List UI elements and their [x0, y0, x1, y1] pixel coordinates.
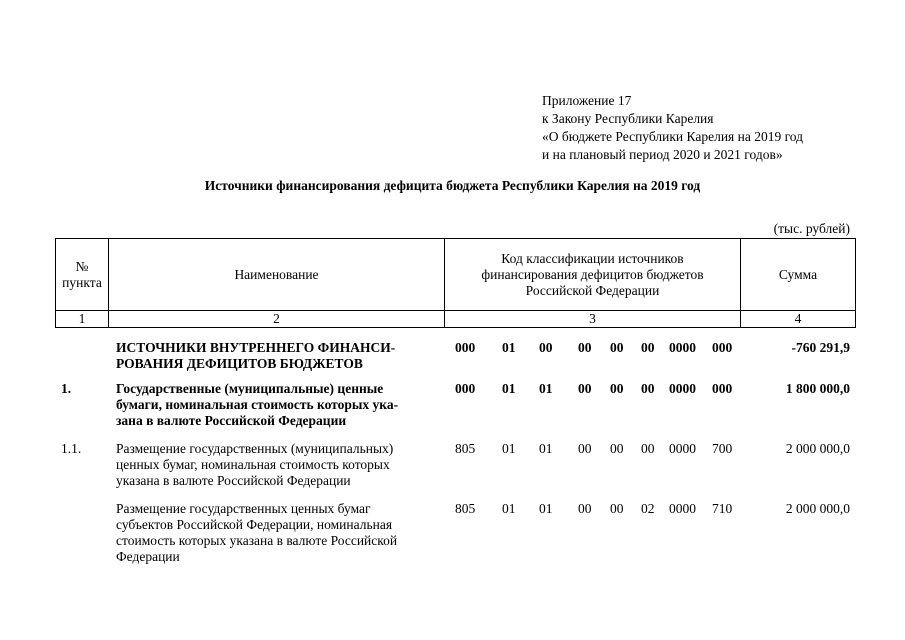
appendix-note — [542, 92, 803, 164]
classification-code: 710 — [712, 501, 733, 516]
classification-code: 00 — [610, 340, 624, 355]
classification-code: 000 — [455, 340, 476, 355]
classification-code: 01 — [502, 340, 516, 355]
header-code: Код классификации источников финансирования дефицитов бюджетов Российской Федерации — [445, 239, 741, 311]
row-sum: 1 800 000,0 — [785, 381, 850, 396]
row-name — [116, 340, 441, 372]
classification-code: 805 — [455, 441, 476, 456]
row-name — [116, 501, 441, 565]
classification-code: 0000 — [669, 340, 696, 355]
units-label: (тыс. рублей) — [773, 221, 850, 236]
column-number: 1 — [56, 311, 109, 328]
classification-code: 00 — [641, 340, 655, 355]
document-title: Источники финансирования дефицита бюджета Республики Карелия на 2019 год — [204, 178, 701, 193]
classification-code: 01 — [502, 381, 516, 396]
row-name-line: Размещение государственных (муниципальных) — [116, 441, 394, 456]
row-name-line: бумаги, номинальная стоимость которых ука- — [116, 397, 399, 412]
row-name-line: зана в валюте Российской Федерации — [116, 413, 347, 428]
appendix-line: и на плановый период 2020 и 2021 годов» — [542, 147, 783, 162]
row-sum: -760 291,9 — [791, 340, 850, 355]
row-number: 1.1. — [61, 441, 82, 456]
classification-code: 0000 — [669, 381, 696, 396]
row-name — [116, 441, 441, 489]
classification-code: 700 — [712, 441, 733, 456]
classification-code: 00 — [610, 501, 624, 516]
classification-code: 02 — [641, 501, 655, 516]
classification-code: 00 — [641, 441, 655, 456]
classification-code: 00 — [578, 441, 592, 456]
column-number: 2 — [109, 311, 445, 328]
row-name-line: ИСТОЧНИКИ ВНУТРЕННЕГО ФИНАНСИ- — [116, 340, 396, 355]
classification-code: 00 — [539, 340, 553, 355]
row-name-line: стоимость которых указана в валюте Российской — [116, 533, 398, 548]
classification-code: 0000 — [669, 441, 696, 456]
row-name-line: Государственные (муниципальные) ценные — [116, 381, 384, 396]
header-sum: Сумма — [741, 239, 856, 311]
classification-code: 00 — [578, 381, 592, 396]
classification-code: 000 — [712, 340, 733, 355]
classification-code: 01 — [539, 441, 553, 456]
row-name-line: указана в валюте Российской Федерации — [116, 473, 351, 488]
row-sum: 2 000 000,0 — [785, 441, 850, 456]
appendix-line: Приложение 17 — [542, 93, 632, 108]
row-name-line: ценных бумаг, номинальная стоимость которых — [116, 457, 390, 472]
classification-code: 01 — [502, 441, 516, 456]
classification-code: 01 — [539, 501, 553, 516]
row-name — [116, 381, 441, 429]
classification-code: 00 — [610, 381, 624, 396]
header-number: № пункта — [56, 239, 109, 311]
classification-code: 000 — [455, 381, 476, 396]
row-name-line: субъектов Российской Федерации, номинальная — [116, 517, 393, 532]
classification-code: 00 — [578, 340, 592, 355]
row-name-line: Размещение государственных ценных бумаг — [116, 501, 371, 516]
classification-code: 00 — [578, 501, 592, 516]
classification-code: 01 — [539, 381, 553, 396]
appendix-line: «О бюджете Республики Карелия на 2019 год — [542, 129, 804, 144]
appendix-line: к Закону Республики Карелия — [542, 111, 714, 126]
classification-code: 000 — [712, 381, 733, 396]
row-name-line: Федерации — [116, 549, 180, 564]
row-name-line: РОВАНИЯ ДЕФИЦИТОВ БЮДЖЕТОВ — [116, 356, 363, 371]
classification-code: 00 — [610, 441, 624, 456]
classification-code: 01 — [502, 501, 516, 516]
row-number: 1. — [61, 381, 72, 396]
table-header — [55, 238, 856, 328]
classification-code: 00 — [641, 381, 655, 396]
column-number: 4 — [741, 311, 856, 328]
header-name: Наименование — [109, 239, 445, 311]
classification-code: 805 — [455, 501, 476, 516]
row-sum: 2 000 000,0 — [785, 501, 850, 516]
classification-code: 0000 — [669, 501, 696, 516]
column-number: 3 — [445, 311, 741, 328]
